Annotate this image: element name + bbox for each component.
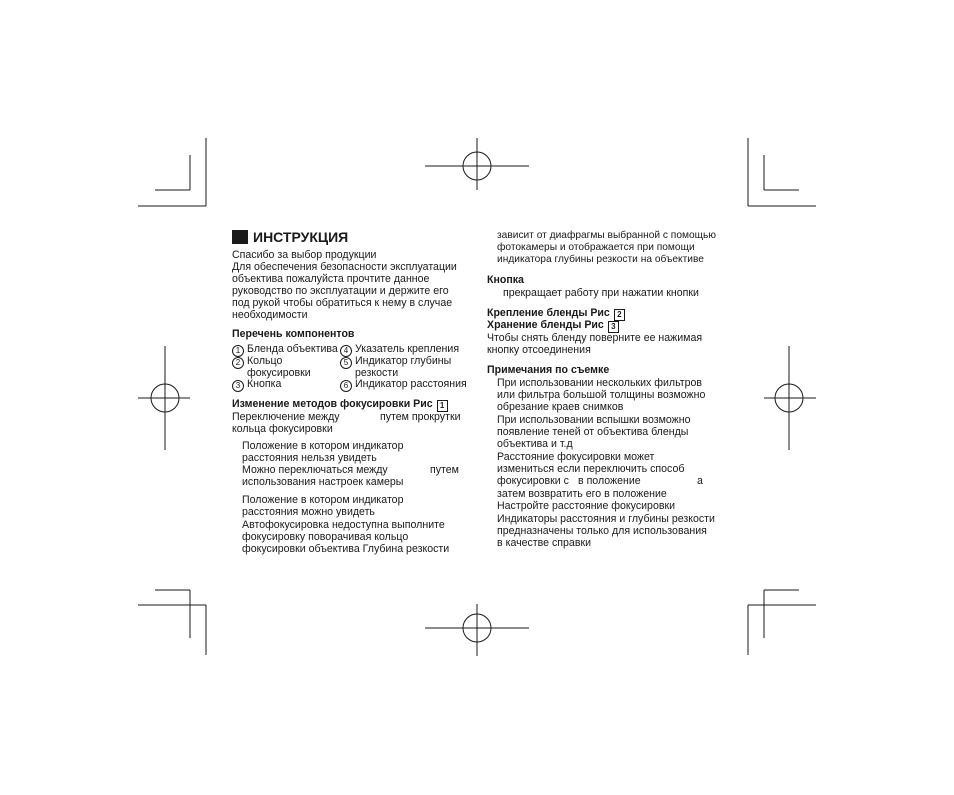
focus-line: индикатора глубины резкости на объективе <box>497 254 704 265</box>
component-item: 5 Индикатор глубины <box>340 355 451 369</box>
focus-line: фокусировку поворачивая кольцо <box>242 531 409 543</box>
focus-line: фотокамеры и отображается при помощи <box>497 242 695 253</box>
component-item-cont: фокусировки <box>247 367 311 379</box>
note-line: При использовании нескольких фильтров <box>497 377 703 389</box>
focus-line: использования настроек камеры <box>242 476 404 488</box>
intro-line: необходимости <box>232 309 308 321</box>
component-item: 3 Кнопка <box>232 378 281 392</box>
hood-attach-heading: Крепление бленды Рис 2 <box>487 307 625 321</box>
intro-line: под рукой чтобы обратиться к нему в случае <box>232 297 453 309</box>
note-line: предназначены только для использования <box>497 525 707 537</box>
hood-store-heading: Хранение бленды Рис 3 <box>487 319 619 333</box>
figure-ref: 3 <box>608 321 619 333</box>
hood-line: Чтобы снять бленду поверните ее нажимая <box>487 332 703 344</box>
hood-line: кнопку отсоединения <box>487 344 591 356</box>
focus-line: фокусировки объектива Глубина резкости <box>242 543 450 555</box>
focus-line: Положение в котором индикатор <box>242 440 404 452</box>
note-line: Расстояние фокусировки может <box>497 451 655 463</box>
component-item-cont: резкости <box>355 367 399 379</box>
focus-heading: Изменение методов фокусировки Рис 1 <box>232 398 448 412</box>
focus-line: Переключение между <box>232 411 340 423</box>
page-title: ИНСТРУКЦИЯ <box>232 228 348 246</box>
component-item: 6 Индикатор расстояния <box>340 378 467 392</box>
note-line: а <box>697 475 703 487</box>
note-line: Настройте расстояние фокусировки <box>497 500 676 512</box>
focus-line: Положение в котором индикатор <box>242 494 404 506</box>
section-square-icon <box>232 230 248 244</box>
component-item: 2 Кольцо <box>232 355 282 369</box>
focus-line: расстояния нельзя увидеть <box>242 452 377 464</box>
note-line: При использовании вспышки возможно <box>497 414 691 426</box>
registration-mark-bottom <box>425 604 529 656</box>
note-line: в положение <box>578 475 641 487</box>
button-text: прекращает работу при нажатии кнопки <box>503 287 699 299</box>
note-line: объектива и т.д <box>497 438 573 450</box>
intro-line: Спасибо за выбор продукции <box>232 249 377 261</box>
note-line: измениться если переключить способ <box>497 463 685 475</box>
intro-line: руководство по эксплуатации и держите его <box>232 285 449 297</box>
note-line: обрезание краев снимков <box>497 401 624 413</box>
focus-line: Можно переключаться между <box>242 464 388 476</box>
component-item: 1 Бленда объектива <box>232 343 338 357</box>
components-heading: Перечень компонентов <box>232 328 355 340</box>
focus-line: расстояния можно увидеть <box>242 506 375 518</box>
focus-line: путем прокрутки <box>380 411 461 423</box>
focus-line: путем <box>430 464 459 476</box>
button-heading: Кнопка <box>487 274 524 286</box>
focus-line: Автофокусировка недоступна выполните <box>242 519 445 531</box>
note-line: или фильтра большой толщины возможно <box>497 389 706 401</box>
component-item: 4 Указатель крепления <box>340 343 459 357</box>
intro-line: объектива пожалуйста прочтите данное <box>232 273 430 285</box>
focus-line: кольца фокусировки <box>232 423 333 435</box>
note-line: затем возвратить его в положение <box>497 488 667 500</box>
registration-mark-left <box>138 346 190 450</box>
registration-mark-right <box>764 346 816 450</box>
notes-heading: Примечания по съемке <box>487 364 610 376</box>
registration-mark-top <box>425 138 529 190</box>
focus-line: зависит от диафрагмы выбранной с помощью <box>497 230 716 241</box>
figure-ref: 1 <box>437 400 448 412</box>
figure-ref: 2 <box>614 309 625 321</box>
note-line: Индикаторы расстояния и глубины резкости <box>497 513 715 525</box>
note-line: фокусировки с <box>497 475 569 487</box>
note-line: в качестве справки <box>497 537 591 549</box>
intro-line: Для обеспечения безопасности эксплуатации <box>232 261 457 273</box>
note-line: появление теней от объектива бленды <box>497 426 689 438</box>
